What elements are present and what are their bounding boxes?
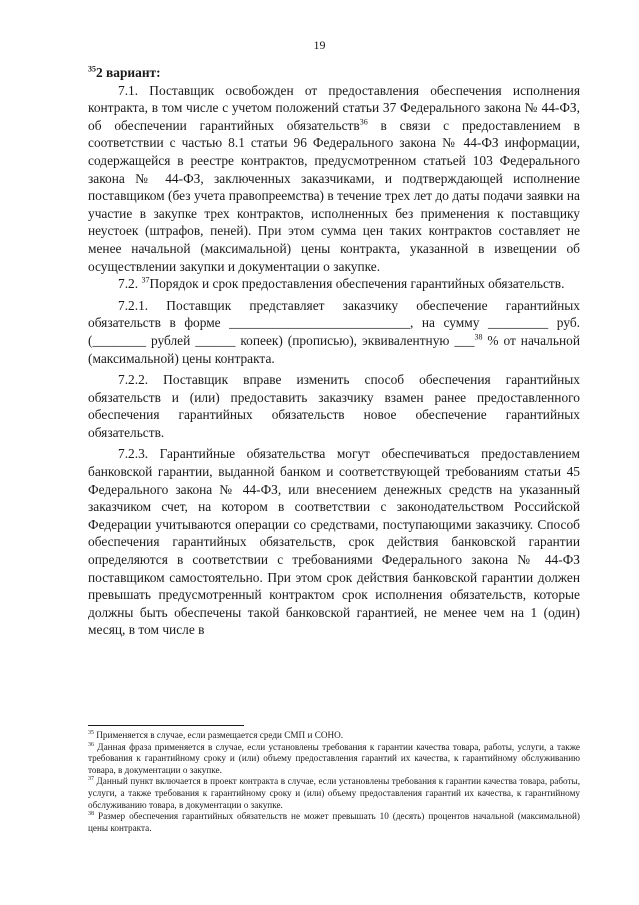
paragraph-7-2 (88, 275, 580, 293)
paragraph-text: Порядок и срок предоставления обеспечения гарантийных обязательств. (149, 276, 565, 292)
footnote (88, 730, 580, 742)
footnote-number: 35 (88, 729, 94, 736)
footnote-text: Размер обеспечения гарантийных обязательств не может превышать 10 (десять) процентов начальной (максимальной) цены контракта. (88, 811, 580, 833)
paragraph-7-2-2: 7.2.2. Поставщик вправе изменить способ обеспечения гарантийных обязательств и (или) предоставить заказчику взамен ранее предоставленного обеспечения гарантийных обязательств новое обеспечение гарантийных обязательств. (88, 372, 580, 440)
footnote (88, 776, 580, 811)
footnote-ref[interactable]: 35 (88, 64, 96, 74)
document-body (88, 64, 580, 639)
footnote (88, 811, 580, 834)
paragraph-7-2-1 (88, 297, 580, 367)
section-heading (88, 64, 580, 82)
paragraph-text: 7.1. Поставщик освобожден от предоставления обеспечения исполнения контракта, в том числе с учетом положений статьи 37 Федерального закона № 44-ФЗ, об обеспечении гарантийных обязательств (88, 82, 580, 133)
footnote-separator (88, 725, 244, 726)
paragraph-7-1 (88, 82, 580, 276)
paragraph-text: % от начальной (максимальной) цены контракта. (88, 332, 580, 366)
footnote-text: Данная фраза применяется в случае, если установлены требования к гарантии качества товара, работы, услуги, а также требования к гарантийному сроку и (или) объему предоставления гарантий их качества, к гарантийному обслуживанию товара, в документации о закупке. (88, 741, 580, 775)
footnote-text: Применяется в случае, если размещается среди СМП и СОНО. (94, 730, 344, 740)
footnote-number: 36 (88, 741, 94, 748)
section-heading-text: 2 вариант: (96, 65, 161, 80)
footnote-ref[interactable]: 37 (141, 275, 150, 285)
paragraph-7-2-3: 7.2.3. Гарантийные обязательства могут обеспечиваться предоставлением банковской гарантии, выданной банком и соответствующей требованиям статьи 45 Федерального закона № 44-ФЗ, или внесением денежных средств на указанный заказчиком счет, на котором в соответствии с законодательством Российской Федерации учитываются операции со средствами, поступающими заказчику. Способ обеспечения гарантийных обязательств, срок действия банковской гарантии определяются в соответствии с требованиями Федерального закона № 44-ФЗ поставщиком самостоятельно. При этом срок действия банковской гарантии должен превышать предусмотренный контрактом срок исполнения обязательств, которые должны быть обеспечены такой банковской гарантией, не менее чем на 1 (один) месяц, в том числе в (88, 446, 580, 638)
footnote-ref[interactable]: 38 (474, 332, 483, 342)
footnote-number: 38 (88, 811, 94, 818)
footnote (88, 742, 580, 777)
paragraph-text: в связи с предоставлением в соответствии с частью 8.1 статьи 96 Федерального закона № 44-ФЗ информации, содержащейся в реестре контрактов, предусмотренном статьей 103 Федерального закона № 44-ФЗ, заключенных заказчиками, и подтверждающей исполнение поставщиком (без учета правопреемства) в течение трех лет до даты подачи заявки на участие в закупке трех контрактов, исполненных без применения к поставщику неустоек (штрафов, пеней). При этом сумма цен таких контрактов составляет не менее начальной (максимальной) цены контракта, указанной в извещении об осуществлении закупки и документации о закупке. (88, 117, 580, 274)
page-number: 19 (313, 38, 326, 52)
footnote-number: 37 (88, 776, 94, 783)
paragraph-text: 7.2.1. Поставщик представляет заказчику обеспечение гарантийных обязательств в форме ___________________________, на сумму _________ руб. (________ рублей ______ копеек) (прописью), эквивалентную ___ (88, 297, 580, 348)
footnote-ref[interactable]: 36 (359, 117, 368, 127)
footnote-text: Данный пункт включается в проект контракта в случае, если установлены требования к гарантии качества товара, работы, услуги, а также требования к гарантийному сроку и (или) объему предоставления гарантий их качества, к гарантийному обслуживанию товара, в документации о закупке. (88, 776, 580, 810)
paragraph-text: 7.2. (118, 276, 142, 292)
footnotes (88, 730, 580, 834)
